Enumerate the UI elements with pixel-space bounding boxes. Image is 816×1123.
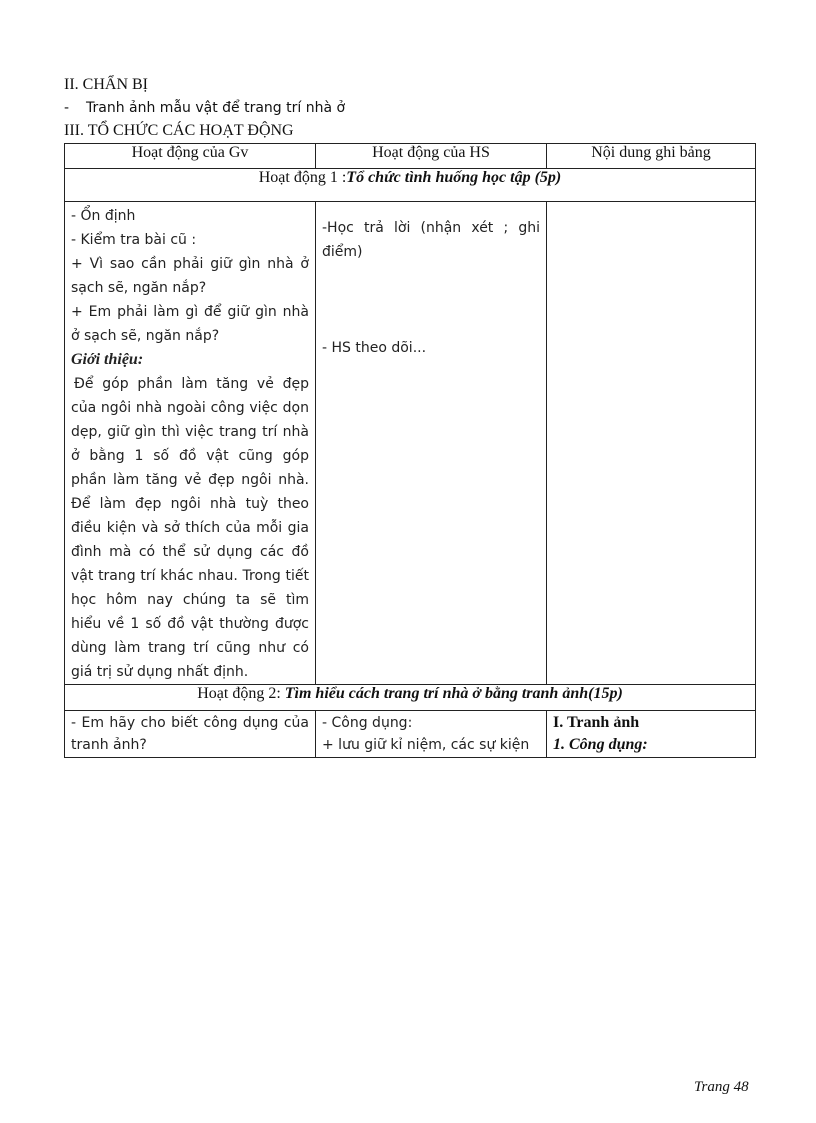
bullet-dash: - bbox=[64, 100, 70, 116]
section-heading-activities: III. TỔ CHỨC CÁC HOẠT ĐỘNG bbox=[64, 122, 294, 139]
gv-question-cong-dung: - Em hãy cho biết công dụng của tranh ảnh? bbox=[71, 715, 309, 753]
activity-2-row bbox=[65, 685, 756, 711]
header-student-activity: Hoạt động của HS bbox=[316, 144, 547, 169]
gv-question-2: + Em phải làm gì để giữ gìn nhà ở sạch sẽ, ngăn nắp? bbox=[71, 304, 309, 344]
activity-1-row bbox=[65, 169, 756, 202]
gioi-thieu-label: Giới thiệu: bbox=[71, 351, 144, 368]
nd-sub-cong-dung: 1. Công dụng: bbox=[553, 736, 648, 753]
gioi-thieu-text: Để góp phần làm tăng vẻ đẹp của ngôi nhà ngoài công việc dọn dẹp, giữ gìn thì việc trang trí nhà ở bằng 1 số đồ vật cũng góp phần làm tăng vẻ đẹp ngôi nhà. Để làm đẹp ngôi nhà tuỳ theo điều kiện và sở thích của mỗi gia đình mà có thể sử dụng các đồ vật trang trí khác nhau. Trong tiết học hôm nay chúng ta sẽ tìm hiểu về 1 số đồ vật thường được dùng làm trang trí cũng như có giá trị sử dụng nhất định. bbox=[71, 376, 309, 680]
activity-2-board-cell bbox=[547, 711, 756, 758]
activity-1-student-cell bbox=[316, 202, 547, 685]
activities-table bbox=[64, 143, 756, 758]
section-heading-preparation: II. CHẨN BỊ bbox=[64, 76, 148, 93]
activity-1-content-row bbox=[65, 202, 756, 685]
activity-2-title: Tìm hiểu cách trang trí nhà ở bằng tranh ảnh(15p) bbox=[284, 685, 623, 702]
activity-1-prefix: Hoạt động 1 : bbox=[258, 169, 347, 186]
activity-1-board-cell bbox=[547, 202, 756, 685]
page-number: Trang 48 bbox=[694, 1079, 749, 1095]
table-header-row bbox=[65, 144, 756, 169]
hs-cong-dung-line: - Công dụng: bbox=[322, 715, 413, 731]
gv-question-1: + Vì sao cần phải giữ gìn nhà ở sạch sẽ, ngăn nắp? bbox=[71, 256, 309, 296]
preparation-item-text: Tranh ảnh mẫu vật để trang trí nhà ở bbox=[86, 100, 346, 116]
activity-2-heading bbox=[65, 685, 756, 711]
hs-answer-line: -Học trả lời (nhận xét ; ghi điểm) bbox=[322, 220, 540, 260]
preparation-item bbox=[64, 100, 345, 116]
activity-1-teacher-cell bbox=[65, 202, 316, 685]
gv-line-kiem-tra: - Kiểm tra bài cũ : bbox=[71, 232, 197, 248]
activity-2-student-cell bbox=[316, 711, 547, 758]
activity-2-teacher-cell bbox=[65, 711, 316, 758]
activity-2-prefix: Hoạt động 2: bbox=[197, 685, 285, 702]
hs-luu-giu-line: + lưu giữ kỉ niệm, các sự kiện bbox=[322, 737, 530, 753]
header-board-content: Nội dung ghi bảng bbox=[547, 144, 756, 169]
nd-heading-tranh-anh: I. Tranh ảnh bbox=[553, 714, 640, 731]
activity-2-content-row bbox=[65, 711, 756, 758]
header-teacher-activity: Hoạt động của Gv bbox=[65, 144, 316, 169]
activity-1-heading bbox=[65, 169, 756, 202]
hs-follow-line: - HS theo dõi... bbox=[322, 340, 427, 356]
gv-line-on-dinh: - Ổn định bbox=[71, 208, 136, 224]
activity-1-title: Tổ chức tình huống học tập (5p) bbox=[346, 169, 562, 186]
